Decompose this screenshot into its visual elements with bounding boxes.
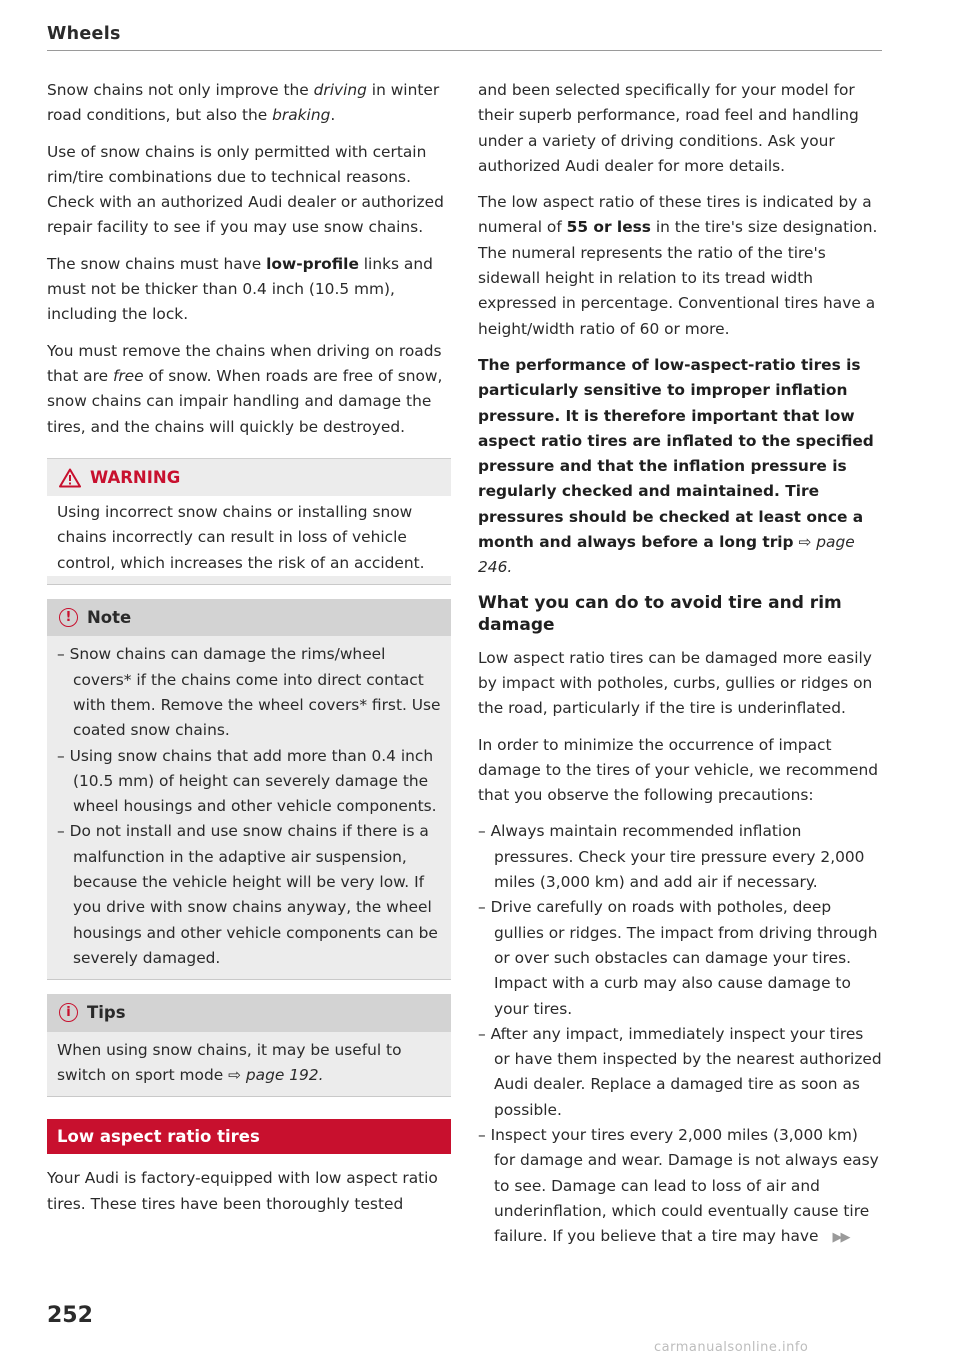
list-item: – Snow chains can damage the rims/wheel covers* if the chains come into direct contact with them. Remove the wheel covers* first. Use coated snow chains. xyxy=(57,642,441,743)
note-title: Note xyxy=(87,608,132,628)
tips-text: When using snow chains, it may be useful to switch on sport mode ⇨ page 192. xyxy=(57,1040,402,1084)
watermark: carmanualsonline.info xyxy=(654,1340,809,1355)
paragraph-performance-warning: The performance of low-aspect-ratio tires is particularly sensitive to improper inflation pressure. It is therefore important that low aspect ratio tires are inflated to the specified pressure and that the inflation pressure is regularly checked and maintained. Tire pressures should be checked at least once a month and always before a long trip ⇨ page 246. xyxy=(478,355,874,577)
header-divider xyxy=(47,50,882,51)
page-246-link[interactable]: ⇨ page 246. xyxy=(478,533,855,577)
list-item: – Using snow chains that add more than 0.4 inch (10.5 mm) of height can severely damage the wheel housings and other vehicle components. xyxy=(57,744,441,820)
page-192-link[interactable]: ⇨ page 192. xyxy=(228,1065,324,1084)
page-header-title: Wheels xyxy=(47,24,121,44)
note-exclamation-icon: ! xyxy=(59,608,78,627)
left-column xyxy=(47,78,451,1228)
list-item: – Inspect your tires every 2,000 miles (3,000 km) for damage and wear. Damage is not always easy to see. Damage can lead to loss of air and underinflation, which could eventually cause tire failure. If you believe that a tire may have ▶▶ xyxy=(478,1123,882,1250)
heading-avoid-damage: What you can do to avoid tire and rim damage xyxy=(478,592,842,635)
paragraph-selected-specifically: and been selected specifically for your model for their superb performance, road feel and handling under a variety of driving conditions. Ask your authorized Audi dealer for more details. xyxy=(478,81,859,175)
list-item: – Drive carefully on roads with potholes, deep gullies or ridges. The impact from driving through or over such obstacles can damage your tires. Impact with a curb may also cause damage to your tires. xyxy=(478,895,882,1021)
right-column xyxy=(478,78,882,1250)
list-item: – After any impact, immediately inspect your tires or have them inspected by the nearest authorized Audi dealer. Replace a damaged tire as soon as possible. xyxy=(478,1022,882,1123)
paragraph-rim-combinations: Use of snow chains is only permitted with certain rim/tire combinations due to technical reasons. Check with an authorized Audi dealer or authorized repair facility to see if you may use snow chains. xyxy=(47,142,444,237)
paragraph-intro: Snow chains not only improve the driving in winter road conditions, but also the braking. xyxy=(47,81,440,125)
paragraph-minimize: In order to minimize the occurrence of impact damage to the tires of your vehicle, we recommend that you observe the following precautions: xyxy=(478,735,879,805)
paragraph-damage-easily: Low aspect ratio tires can be damaged more easily by impact with potholes, curbs, gullies or ridges on the road, particularly if the tire is underinflated. xyxy=(478,648,873,718)
warning-title: WARNING xyxy=(90,467,181,487)
paragraph-low-profile: The snow chains must have low-profile links and must not be thicker than 0.4 inch (10.5 mm), including the lock. xyxy=(47,254,433,324)
note-box xyxy=(47,599,451,980)
list-item: – Do not install and use snow chains if there is a malfunction in the adaptive air suspension, because the vehicle height will be very low. If you drive with snow chains anyway, the wheel housings and other vehicle components can be severely damaged. xyxy=(57,819,441,971)
page-number: 252 xyxy=(47,1303,93,1328)
warning-header xyxy=(47,458,451,496)
tips-box xyxy=(47,994,451,1097)
paragraph-remove-chains: You must remove the chains when driving on roads that are free of snow. When roads are free of snow, snow chains can impair handling and damage the tires, and the chains will quickly be destroyed. xyxy=(47,341,443,436)
note-header xyxy=(47,599,451,636)
tips-header xyxy=(47,994,451,1031)
continue-arrow-icon: ▶▶ xyxy=(832,1230,849,1246)
section-title-low-aspect: Low aspect ratio tires xyxy=(47,1119,451,1154)
warning-text: Using incorrect snow chains or installing snow chains incorrectly can result in loss of vehicle control, which increases the risk of an accident. xyxy=(57,503,425,572)
precautions-list xyxy=(478,819,882,1250)
warning-box xyxy=(47,458,451,585)
warning-icon xyxy=(59,468,81,488)
info-icon: i xyxy=(59,1003,78,1022)
paragraph-low-aspect-intro: Your Audi is factory-equipped with low aspect ratio tires. These tires have been thoroughly tested xyxy=(47,1169,438,1213)
list-item: – Always maintain recommended inflation pressures. Check your tire pressure every 2,000 miles (3,000 km) and add air if necessary. xyxy=(478,819,882,895)
tips-title: Tips xyxy=(87,1003,126,1023)
paragraph-aspect-numeral: The low aspect ratio of these tires is indicated by a numeral of 55 or less in the tire's size designation. The numeral represents the ratio of the tire's sidewall height in relation to its tread width expressed in percentage. Conventional tires have a height/width ratio of 60 or more. xyxy=(478,193,878,338)
note-list xyxy=(57,642,441,971)
